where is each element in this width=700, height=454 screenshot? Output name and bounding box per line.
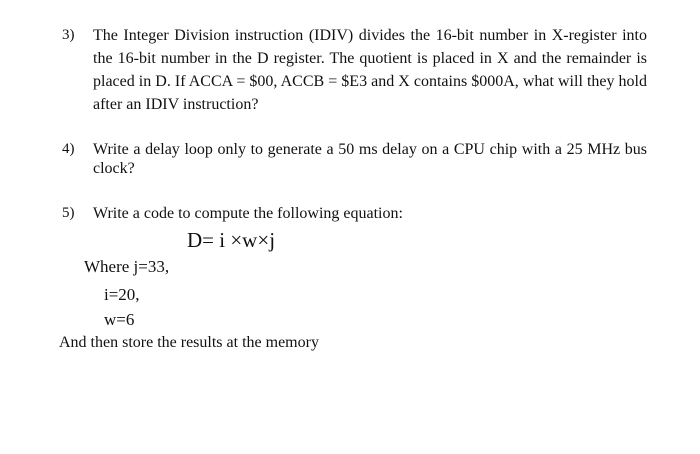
i-value: i=20, [104, 285, 140, 304]
question-5 [62, 204, 647, 223]
question-text: The Integer Division instruction (IDIV) divides the 16-bit number in X-register into the 16-bit number in the D register. The quotient is placed in X and the remainder is placed in D. If ACCA = $00, ACCB = $E3 and X contains $000A, what will they hold after an IDIV instruction? [93, 27, 647, 113]
question-number: 5) [62, 205, 75, 221]
store-instruction: And then store the results at the memory [59, 334, 319, 351]
question-number: 3) [62, 27, 75, 43]
question-3 [62, 24, 647, 116]
w-value: w=6 [104, 310, 135, 329]
where-j-value: Where j=33, [84, 257, 170, 276]
question-number: 4) [62, 141, 75, 157]
question-text: Write a code to compute the following equation: [93, 205, 403, 222]
question-text: Write a delay loop only to generate a 50 ms delay on a CPU chip with a 25 MHz bus clock? [93, 141, 647, 177]
question-4 [62, 140, 647, 178]
equation: D= i ×w×j [187, 228, 276, 252]
